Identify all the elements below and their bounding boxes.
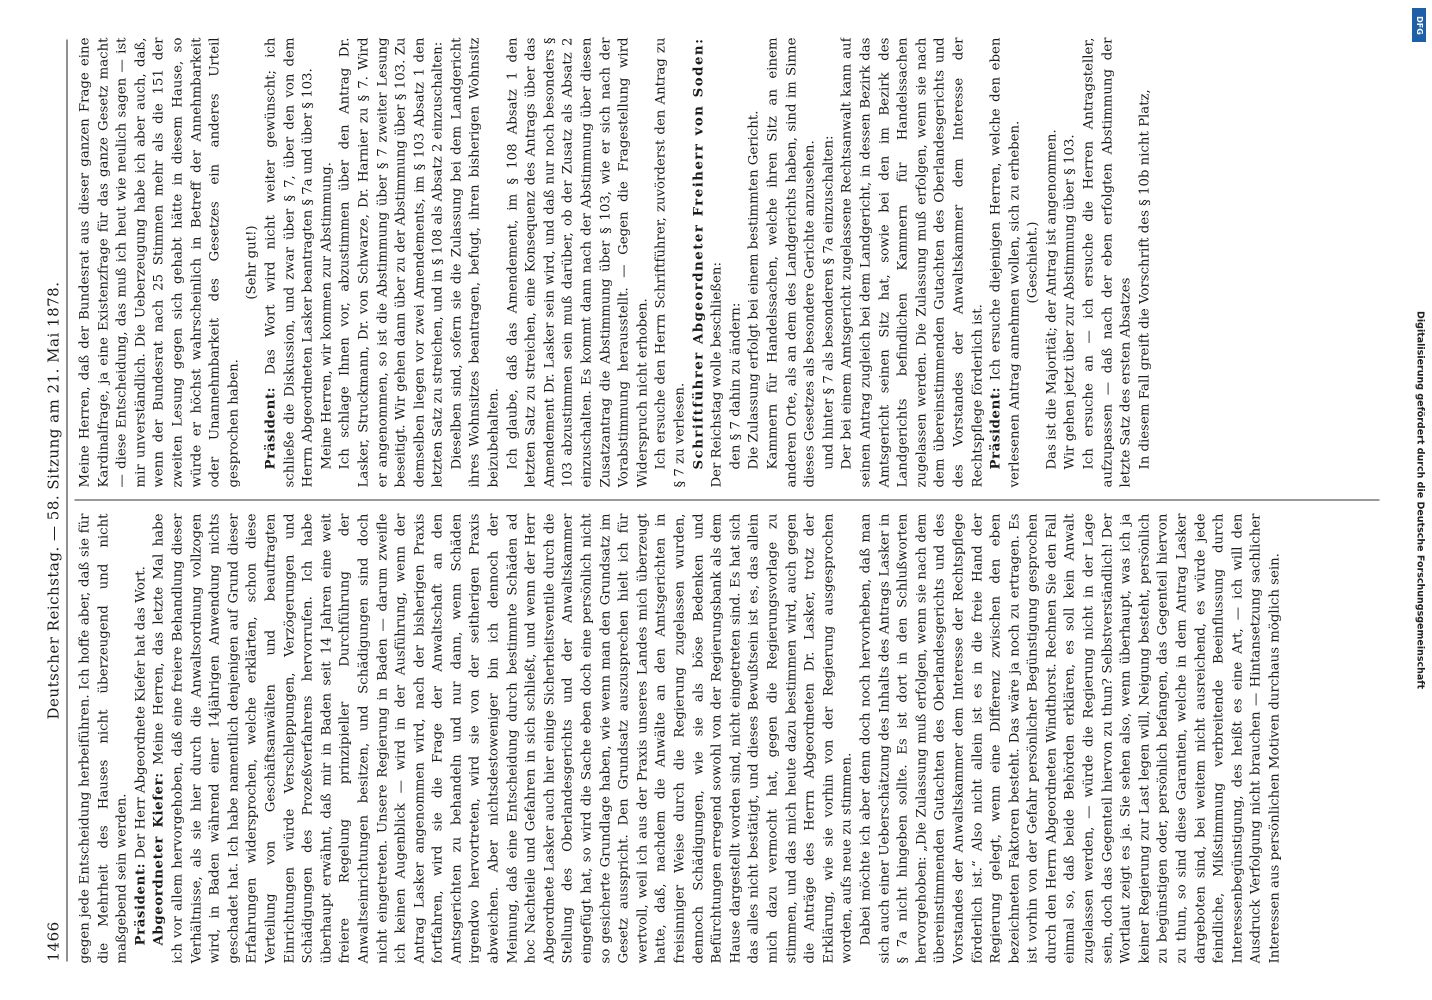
text-paragraph: Dieselben sind, sofern sie die Zulassung bei dem Landgericht ihres Wohnsitzes beantragen, befugt, ihren bisherigen Wohnsitz beizubehalten. xyxy=(449,37,502,488)
column-divider xyxy=(75,500,1380,501)
interjection: (Sehr gut!) xyxy=(244,225,260,300)
page-number: 1466 xyxy=(44,921,63,962)
speech-text: Der Herr Abgeordnete Kiefer hat das Wort. xyxy=(133,566,149,863)
speaker-paragraph xyxy=(151,514,858,964)
text-paragraph: gegen jede Entscheidung herbeiführen. Ich hoffe aber, daß sie für die Mehrheit des Hauses nicht überzeugend und nicht maßgebend sein werden. xyxy=(77,513,130,964)
speaker-name: Schriftführer Abgeordneter Freiherr von Soden: xyxy=(691,37,707,470)
text-paragraph: Der bei einem Amtsgericht zugelassene Rechtsanwalt kann auf seinen Antrag zugleich bei dem Landgericht, in dessen Bezirk das Amtsgericht seinen Sitz hat, sowie bei den im Bezirk des Landgerichts befindlichen Kammern für Handelssachen zugelassen werden. Die Zulassung muß erfolgen, wenn sie nach dem übereinstimmenden Gutachten des Oberlandesgerichts und des Vorstandes der Anwaltskammer dem Interesse der Rechtspflege förderlich ist. xyxy=(839,37,985,488)
speech-text: Meine Herren, das letzte Mal habe ich vor allem hervorgehoben, daß eine freiere Behandlung dieser Verhältnisse, als sie hier durch die Anwaltsordnung vollzogen wird, in Baden während einer 14jährigen Anwendung nichts geschadet hat. Ich habe namentlich denjenigen auf Grund dieser Erfahrungen widersprochen, welche erklärten, schon diese Verteilung von Geschäftsanwälten und beauftragten Einrichtungen würde Verschleppungen, Verzögerungen und Schädigungen des Prozeßverfahrens hervorrufen. Ich habe überhaupt erwähnt, daß mir in Baden seit 14 Jahren eine weit freiere Regelung prinzipieller Durchführung der Anwaltseinrichtungen besitzen, und Schädigungen sind doch nicht eingetreten. Unsere Regierung in Baden — darum zweifle ich keinen Augenblick — wird in der Ausführung, wenn der Antrag Lasker angenommen wird, nach der bisherigen Praxis fortfahren, wird sie die Frage der Anwaltschaft an den Amtsgerichten zu behandeln und nur dann, wenn Schäden irgendwo hervortreten, wird sie von der seitherigen Praxis abweichen. Aber nichtsdestoweniger bin ich dennoch der Meinung, daß eine Entscheidung durch bestimmte Schäden ad hoc Nachteile und Gefahren in sich schließt, und wenn der Herr Abgeordnete Lasker auch hier einige Sicherheitsventile durch die Stellung des Oberlandesgerichts und der Anwaltskammer eingefügt hat, so wird die Sache eben doch eine persönlich nicht so gesicherte Grundlage haben, wie wenn man den Grundsatz im Gesetz ausspricht. Den Grundsatz auszusprechen hielt ich für wertvoll, weil ich aus der Praxis unseres Landes mich überzeugt hatte, daß, nachdem die Anwälte an den Amtsgerichten in freisinniger Weise durch die Regierung zugelassen wurden, dennoch Schädigungen, wie sie als böse Bedenken und Befürchtungen erregend sowohl von der Regierungsbank als dem Hause dargestellt worden sind, nicht eingetreten sind. Es hat sich das alles nicht bestätigt, und dieses Bewußtsein ist es, das allein mich dazu vermocht hat, gegen die Regierungsvorlage zu stimmen, und das mich heute dazu bestimmen wird, auch gegen die Anträge des Herrn Abgeordneten Dr. Lasker, trotz der Erklärung, wie sie vorhin von der Regierung ausgesprochen worden, aufs neue zu stimmen. xyxy=(151,513,855,964)
dfg-logo: DFG xyxy=(1412,8,1426,42)
speech-text: Das Wort wird nicht weiter gewünscht; ich schließe die Diskussion, und zwar über § 7, über den von dem Herrn Abgeordneten Lasker beantragten § 7a und über § 103. xyxy=(263,37,316,488)
text-paragraph: Wir gehen jetzt über zur Abstimmung über § 103. xyxy=(1062,134,1078,470)
speaker-name: Abgeordneter Kiefer: xyxy=(151,772,167,946)
text-paragraph: Dabei möchte ich aber denn doch noch hervorheben, daß man sich auch einer Ueberschätzung des Inhalts des Antrags Lasker in § 7a nicht hingeben sollte. Es ist dort in den Schlußworten hervorgehoben: „Die Zulassung muß erfolgen, wenn sie nach dem übereinstimmenden Gutachten des Oberlandesgerichts und des Vorstandes der Anwaltskammer dem Interesse der Rechtspflege förderlich ist.“ Also nicht allein ist es in die freie Hand der Regierung gelegt, wenn eine Differenz zwischen den eben bezeichneten Faktoren besteht. Das wäre ja noch zu ertragen. Es ist vorhin von der Gefahr persönlicher Begünstigung gesprochen durch den Herrn Abgeordneten Windthorst. Rechnen Sie den Fall einmal so, daß beide Behörden erklären, es soll kein Anwalt zugelassen werden, — würde die Regierung nicht in der Lage sein, doch das Gegenteil hiervon zu thun? Selbstverständlich! Der Wortlaut zeigt es ja. Sie sehen also, wenn überhaupt, was ich ja keiner Regierung zur Last legen will, Neigung besteht, persönlich zu begünstigen oder, persönlich befangen, das Gegenteil hiervon zu thun, so sind diese Garantien, welche in dem Antrag Lasker dargeboten sind, bei weitem nicht ausreichend, es würde jede feindliche, Mißstimmung verbreitende Beeinflussung durch Interessenbegünstigung, des heißt es eine Art, — ich will den Ausdruck Verfolgung nicht brauchen — Hintansetzung sachlicher Interessen aus persönlichen Motiven durchaus möglich sein. xyxy=(858,513,1283,964)
text-paragraph: Ich schlage Ihnen vor, abzustimmen über den Antrag Dr. Lasker, Struckmann, Dr. von Schwarze, Dr. Harnier zu § 7. Wird er angenommen, so ist die Abstimmung über § 7 zweiter Lesung beseitigt. Wir gehen dann über zu der Abstimmung über § 103. Zu demselben liegen vor zwei Amendements, im § 103 Absatz 1 den letzten Satz zu streichen, und in § 108 als Absatz 2 einzuschalten: xyxy=(337,37,446,488)
digitization-credit: Digitalisierung gefördert durch die Deutsche Forschungsgemeinschaft xyxy=(1414,311,1426,689)
speech-text: Der Reichstag wolle beschließen: xyxy=(709,262,725,488)
text-paragraph: den § 7 dahin zu ändern: xyxy=(728,302,744,470)
document-page xyxy=(39,26,1394,976)
text-paragraph: Ich ersuche an — ich ersuche die Herren Antragsteller, aufzupassen — daß nach der eben erfolgten Abstimmung der letzte Satz des ersten Absatzes xyxy=(1081,37,1134,488)
text-paragraph: Die Zulassung erfolgt bei einem bestimmten Gericht. xyxy=(746,110,762,470)
speaker-paragraph xyxy=(690,38,727,488)
text-paragraph: Ich ersuche den Herrn Schriftführer, zuvörderst den Antrag zu § 7 zu verlesen. xyxy=(653,37,688,488)
left-text-column xyxy=(77,514,1377,964)
text-paragraph: Meine Herren, daß der Bundesrat aus dieser ganzen Frage eine Kardinalfrage, ja eine Existenzfrage für das ganze Gesetz macht — diese Entscheidung, das muß ich heut wie neulich sagen — ist mir unverständlich. Die Ueberzeugung habe ich aber auch, daß, wenn der Bundesrat nach 25 Stimmen mehr als die 151 der zweiten Lesung gegen sich gehabt hätte in diesem Hause, so würde er höchst wahrscheinlich in Betreff der Annehmbarkeit oder Unannehmbarkeit des Gesetzes ein anderes Urteil gesprochen haben. xyxy=(77,37,242,488)
speech-text: Ich ersuche diejenigen Herren, welche den eben verlesenen Antrag annehmen wollen, sich zu erheben. xyxy=(988,37,1023,488)
page-title: Deutscher Reichstag. — 58. Sitzung am 21. Mai 1878. xyxy=(44,281,63,720)
text-paragraph: In diesem Fall greift die Vorschrift des § 10b nicht Platz, xyxy=(1137,89,1153,470)
text-paragraph: Das ist die Majorität; der Antrag ist angenommen. xyxy=(1044,129,1060,470)
header-rule xyxy=(67,40,68,962)
running-header xyxy=(45,40,69,962)
speaker-name: Präsident: xyxy=(133,862,149,946)
text-paragraph: Ich glaube, daß das Amendement, im § 108 Absatz 1 den letzten Satz zu streichen, eine Konsequenz des Antrags über das Amendement Dr. Lasker sein wird, und daß nur noch besonders § 103 abzustimmen sein muß darüber, ob der Zusatz als Absatz 2 einzuschalten. Es kommt dann nach der Abstimmung über diesen Zusatzantrag die Abstimmung über § 103, wie er sich nach der Vorabstimmung herausstellt. — Gegen die Fragestellung wird Widerspruch nicht erhoben. xyxy=(505,37,651,488)
speaker-name: Präsident: xyxy=(263,386,279,470)
right-text-column xyxy=(77,38,1377,488)
speaker-paragraph xyxy=(988,38,1025,488)
text-paragraph: Kammern für Handelssachen, welche ihren Sitz an einem anderen Orte, als an dem des Landgerichts haben, sind im Sinne dieses Gesetzes als besondere Gerichte anzusehen. xyxy=(765,37,818,488)
speaker-paragraph xyxy=(262,38,318,488)
speaker-name: Präsident: xyxy=(988,386,1004,470)
interjection: (Geschieht.) xyxy=(1025,221,1041,304)
text-paragraph: und hinter § 7 als besonderen § 7a einzuschalten: xyxy=(821,135,837,470)
text-paragraph: Meine Herren, wir kommen zur Abstimmung. xyxy=(319,162,335,470)
speaker-paragraph xyxy=(132,514,151,964)
